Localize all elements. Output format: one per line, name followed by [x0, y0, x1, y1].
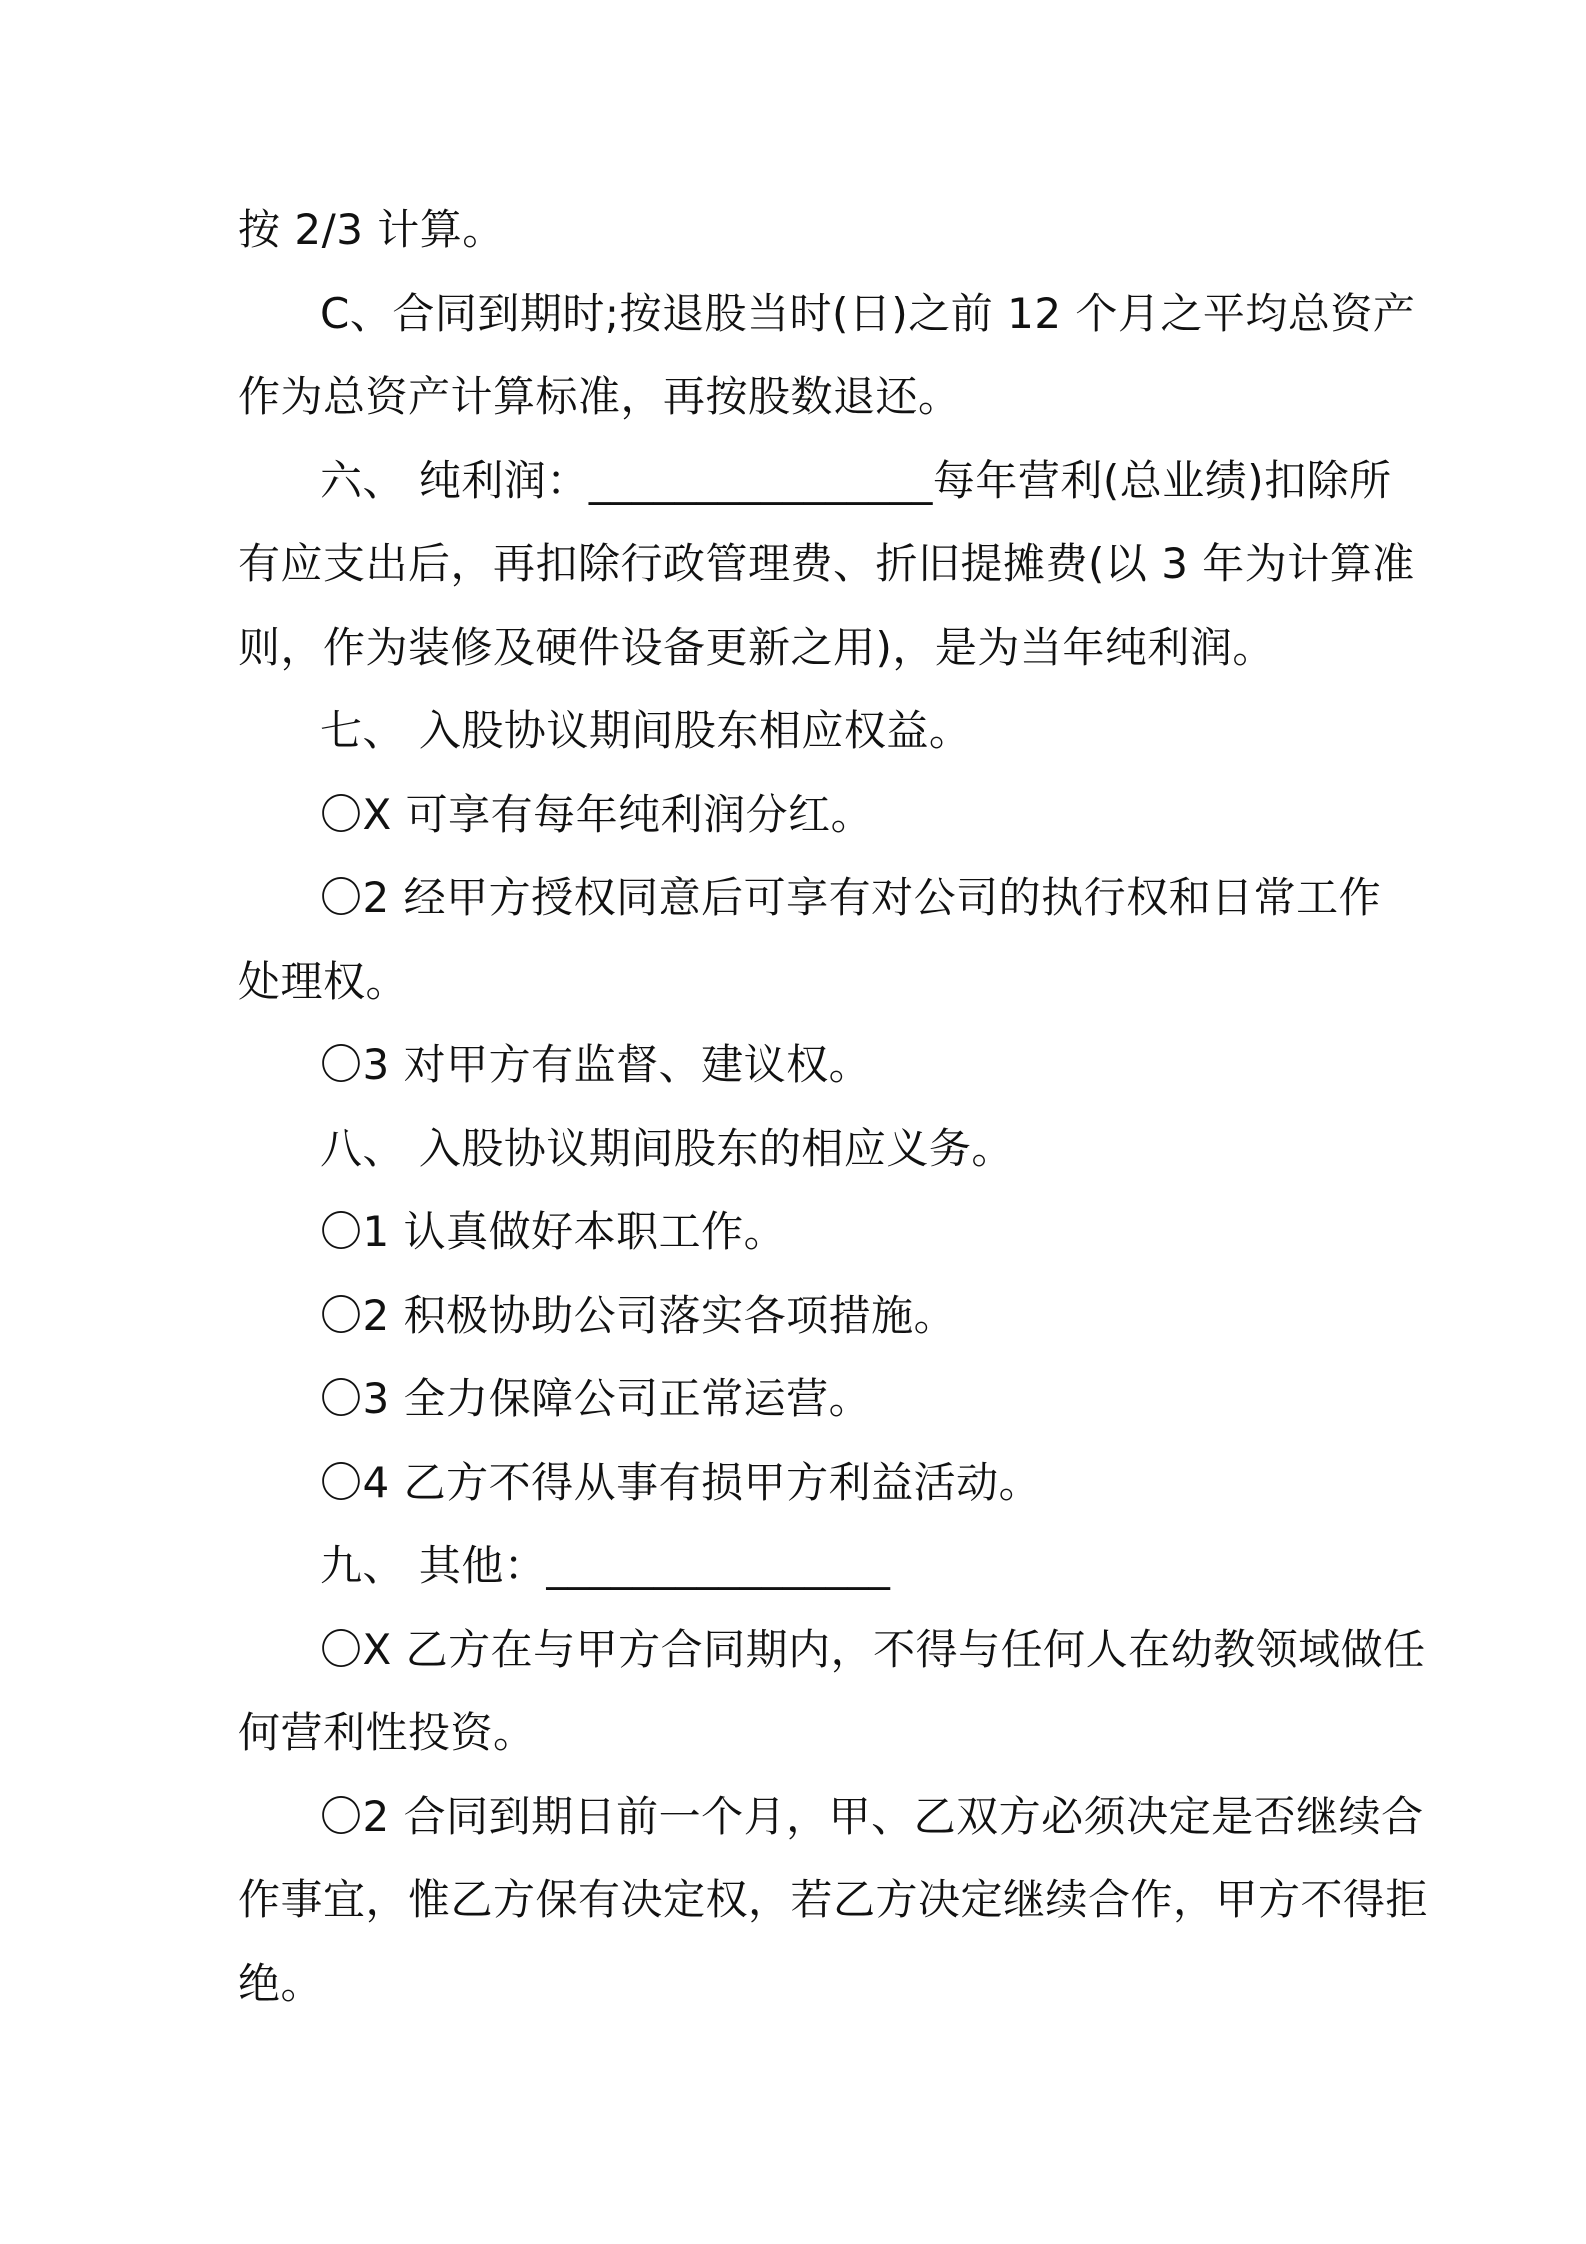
text-line-19: 何营利性投资。 [238, 1708, 536, 1757]
text-line-10: 处理权。 [238, 956, 409, 1006]
text-line-14: 〇2 积极协助公司落实各项措施。 [320, 1290, 957, 1340]
text-line-18: 〇X 乙方在与甲方合同期内，不得与任何人在幼教领域做任 [320, 1624, 1426, 1674]
text-line-22: 绝。 [238, 1958, 324, 2008]
text-line-6: 则，作为装修及硬件设备更新之用)，是为当年纯利润。 [238, 622, 1275, 672]
text-line-21: 作事宜，惟乙方保有决定权，若乙方决定继续合作，甲方不得拒 [238, 1875, 1429, 1924]
text-line-15: 〇3 全力保障公司正常运营。 [320, 1374, 872, 1423]
text-line-4-section-six: 六、 纯利润：________________每年营利(总业绩)扣除所 [320, 455, 1392, 505]
text-line-3: 作为总资产计算标准，再按股数退还。 [238, 372, 961, 421]
text-line-12-section-eight: 八、 入股协议期间股东的相应义务。 [320, 1123, 1014, 1173]
text-line-5: 有应支出后，再扣除行政管理费、折旧提摊费(以 3 年为计算准 [238, 539, 1415, 588]
document-body [238, 188, 1429, 2025]
text-line-20: 〇2 合同到期日前一个月，甲、乙双方必须决定是否继续合 [320, 1791, 1424, 1841]
text-line-13: 〇1 认真做好本职工作。 [320, 1207, 787, 1256]
text-line-2: C、合同到期时;按退股当时(日)之前 12 个月之平均总资产 [320, 288, 1416, 338]
text-line-17-section-nine: 九、 其他：________________ [320, 1541, 891, 1590]
text-line-11: 〇3 对甲方有监督、建议权。 [320, 1040, 872, 1089]
text-line-16: 〇4 乙方不得从事有损甲方利益活动。 [320, 1457, 1042, 1507]
text-line-8: 〇X 可享有每年纯利润分红。 [320, 789, 874, 839]
text-line-7-section-seven: 七、 入股协议期间股东相应权益。 [320, 706, 972, 755]
text-line-1: 按 2/3 计算。 [238, 205, 505, 254]
text-line-9: 〇2 经甲方授权同意后可享有对公司的执行权和日常工作 [320, 873, 1382, 922]
